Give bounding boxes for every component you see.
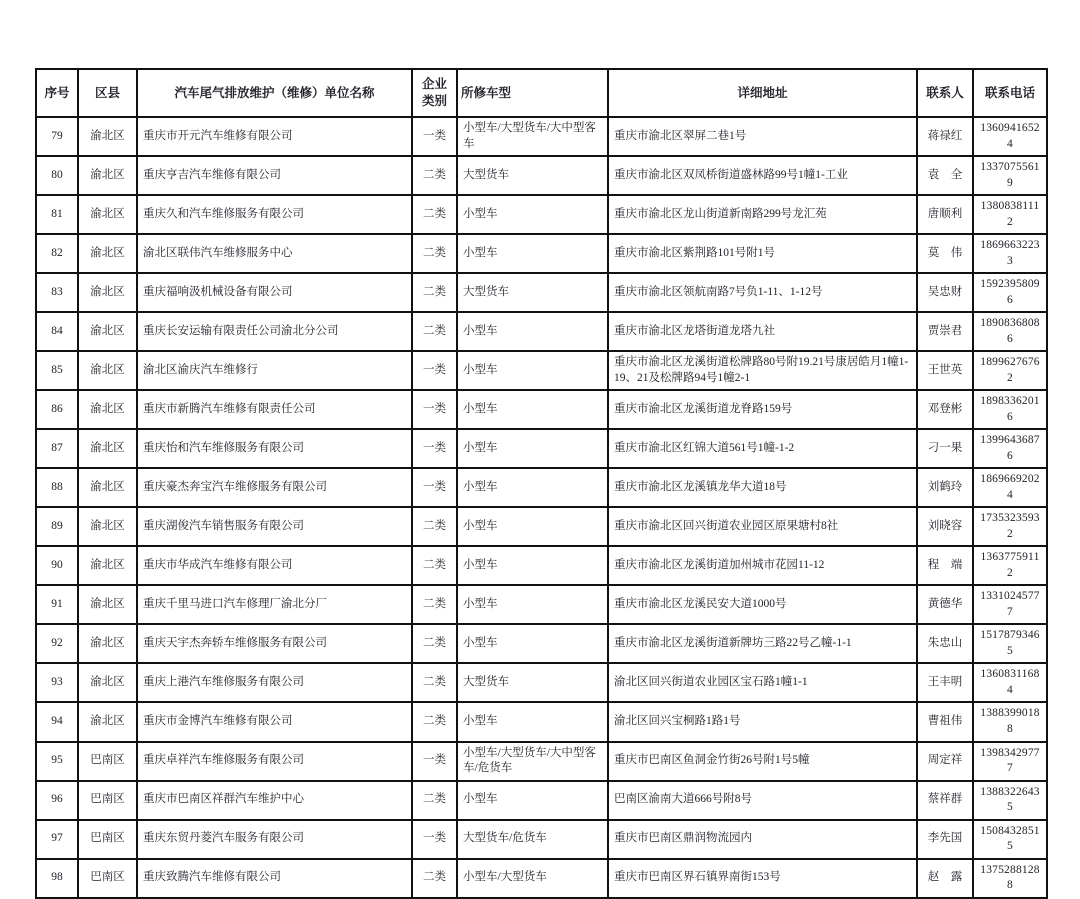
cell-index: 88 [36,468,78,507]
cell-index: 85 [36,351,78,390]
cell-vehicle_types: 小型车 [457,195,608,234]
cell-index: 80 [36,156,78,195]
table-row [36,859,1047,898]
table-row [36,234,1047,273]
cell-category: 二类 [412,859,457,898]
cell-address: 重庆市渝北区龙塔街道龙塔九社 [608,312,917,351]
cell-district: 渝北区 [78,624,137,663]
cell-company: 重庆千里马进口汽车修理厂渝北分厂 [137,585,412,624]
cell-company: 重庆福响汲机械设备有限公司 [137,273,412,312]
cell-contact: 贾崇君 [917,312,973,351]
cell-category: 二类 [412,585,457,624]
cell-address: 重庆市巴南区鱼洞金竹街26号附1号5幢 [608,742,917,781]
column-header-vehicle_types: 所修车型 [457,69,608,117]
cell-category: 一类 [412,820,457,859]
table-row [36,117,1047,156]
cell-company: 重庆湖俊汽车销售服务有限公司 [137,507,412,546]
cell-company: 重庆上港汽车维修服务有限公司 [137,663,412,702]
cell-address: 重庆市渝北区龙溪街道加州城市花园11-12 [608,546,917,585]
cell-vehicle_types: 小型车 [457,234,608,273]
cell-category: 一类 [412,117,457,156]
cell-phone: 13370755619 [973,156,1047,195]
cell-company: 重庆市金博汽车维修有限公司 [137,702,412,741]
cell-phone: 13883226435 [973,781,1047,820]
cell-index: 86 [36,390,78,429]
cell-company: 重庆豪杰奔宝汽车维修服务有限公司 [137,468,412,507]
cell-address: 重庆市渝北区翠屏二巷1号 [608,117,917,156]
cell-category: 二类 [412,663,457,702]
cell-phone: 13752881288 [973,859,1047,898]
cell-contact: 王世英 [917,351,973,390]
cell-index: 95 [36,742,78,781]
cell-vehicle_types: 小型车/大型货车/大中型客车 [457,117,608,156]
cell-address: 重庆市渝北区红锦大道561号1幢-1-2 [608,429,917,468]
cell-vehicle_types: 小型车 [457,624,608,663]
cell-index: 97 [36,820,78,859]
cell-district: 渝北区 [78,312,137,351]
cell-address: 渝北区回兴街道农业园区宝石路1幢1-1 [608,663,917,702]
cell-address: 重庆市渝北区龙溪镇龙华大道18号 [608,468,917,507]
cell-vehicle_types: 小型车 [457,585,608,624]
cell-contact: 刁一果 [917,429,973,468]
cell-company: 重庆怡和汽车维修服务有限公司 [137,429,412,468]
column-header-phone: 联系电话 [973,69,1047,117]
cell-index: 92 [36,624,78,663]
cell-category: 二类 [412,312,457,351]
cell-contact: 程 端 [917,546,973,585]
table-row [36,390,1047,429]
cell-vehicle_types: 大型货车 [457,663,608,702]
table-row [36,429,1047,468]
cell-district: 渝北区 [78,351,137,390]
cell-contact: 曹祖伟 [917,702,973,741]
cell-contact: 邓登彬 [917,390,973,429]
cell-phone: 15923958096 [973,273,1047,312]
cell-address: 重庆市渝北区龙溪街道新牌坊三路22号乙幢-1-1 [608,624,917,663]
cell-index: 94 [36,702,78,741]
cell-contact: 唐顺利 [917,195,973,234]
cell-phone: 13609416524 [973,117,1047,156]
cell-company: 重庆卓祥汽车维修服务有限公司 [137,742,412,781]
cell-contact: 朱忠山 [917,624,973,663]
cell-contact: 黄德华 [917,585,973,624]
table-row [36,781,1047,820]
cell-address: 重庆市巴南区鼎润物流园内 [608,820,917,859]
table-row [36,624,1047,663]
cell-address: 重庆市渝北区龙山街道新南路299号龙汇苑 [608,195,917,234]
cell-index: 84 [36,312,78,351]
cell-index: 91 [36,585,78,624]
repair-units-table [35,68,1048,899]
cell-contact: 王丰明 [917,663,973,702]
table-header [36,69,1047,117]
cell-district: 渝北区 [78,429,137,468]
cell-district: 渝北区 [78,195,137,234]
cell-phone: 13808381112 [973,195,1047,234]
cell-vehicle_types: 小型车/大型货车/大中型客车/危货车 [457,742,608,781]
header-row [36,69,1047,117]
table-row [36,546,1047,585]
cell-category: 二类 [412,273,457,312]
column-header-contact: 联系人 [917,69,973,117]
table-row [36,195,1047,234]
column-header-company: 汽车尾气排放维护（维修）单位名称 [137,69,412,117]
cell-district: 渝北区 [78,156,137,195]
cell-phone: 18983362016 [973,390,1047,429]
cell-vehicle_types: 大型货车 [457,273,608,312]
cell-phone: 18996276762 [973,351,1047,390]
cell-phone: 18696692024 [973,468,1047,507]
cell-vehicle_types: 大型货车 [457,156,608,195]
cell-contact: 刘晓容 [917,507,973,546]
cell-district: 渝北区 [78,585,137,624]
cell-index: 79 [36,117,78,156]
column-header-address: 详细地址 [608,69,917,117]
cell-district: 渝北区 [78,663,137,702]
cell-company: 重庆致腾汽车维修有限公司 [137,859,412,898]
cell-index: 93 [36,663,78,702]
cell-category: 一类 [412,390,457,429]
cell-phone: 13310245777 [973,585,1047,624]
cell-contact: 莫 伟 [917,234,973,273]
cell-vehicle_types: 小型车 [457,702,608,741]
cell-index: 90 [36,546,78,585]
cell-phone: 15084328515 [973,820,1047,859]
cell-district: 渝北区 [78,117,137,156]
table-row [36,585,1047,624]
cell-contact: 蒋禄红 [917,117,973,156]
cell-district: 渝北区 [78,390,137,429]
cell-category: 二类 [412,195,457,234]
cell-vehicle_types: 大型货车/危货车 [457,820,608,859]
cell-district: 巴南区 [78,859,137,898]
cell-phone: 17353235932 [973,507,1047,546]
table-row [36,312,1047,351]
cell-vehicle_types: 小型车 [457,468,608,507]
cell-phone: 15178793465 [973,624,1047,663]
cell-district: 渝北区 [78,546,137,585]
cell-index: 98 [36,859,78,898]
cell-address: 重庆市渝北区龙溪街道龙脊路159号 [608,390,917,429]
cell-district: 渝北区 [78,273,137,312]
cell-address: 巴南区渝南大道666号附8号 [608,781,917,820]
cell-contact: 袁 全 [917,156,973,195]
table-row [36,663,1047,702]
cell-company: 渝北区联伟汽车维修服务中心 [137,234,412,273]
cell-address: 渝北区回兴宝桐路1路1号 [608,702,917,741]
table-row [36,351,1047,390]
cell-category: 二类 [412,234,457,273]
cell-category: 二类 [412,624,457,663]
cell-phone: 13637759112 [973,546,1047,585]
cell-contact: 吴忠财 [917,273,973,312]
cell-category: 二类 [412,546,457,585]
cell-district: 渝北区 [78,468,137,507]
column-header-index: 序号 [36,69,78,117]
cell-vehicle_types: 小型车 [457,429,608,468]
table-row [36,156,1047,195]
cell-address: 重庆市渝北区双凤桥街道盛林路99号1幢1-工业 [608,156,917,195]
table-row [36,273,1047,312]
cell-index: 87 [36,429,78,468]
cell-district: 渝北区 [78,702,137,741]
cell-index: 89 [36,507,78,546]
table-row [36,702,1047,741]
cell-company: 重庆市华成汽车维修有限公司 [137,546,412,585]
cell-phone: 13608311684 [973,663,1047,702]
cell-category: 二类 [412,702,457,741]
cell-category: 一类 [412,351,457,390]
cell-phone: 18696632233 [973,234,1047,273]
table-row [36,820,1047,859]
cell-company: 重庆长安运输有限责任公司渝北分公司 [137,312,412,351]
cell-index: 83 [36,273,78,312]
cell-index: 81 [36,195,78,234]
cell-vehicle_types: 小型车 [457,507,608,546]
cell-address: 重庆市巴南区界石镇界南街153号 [608,859,917,898]
cell-index: 82 [36,234,78,273]
cell-contact: 蔡祥群 [917,781,973,820]
cell-phone: 13983429777 [973,742,1047,781]
cell-phone: 18908368086 [973,312,1047,351]
cell-contact: 李先国 [917,820,973,859]
cell-district: 巴南区 [78,781,137,820]
cell-category: 二类 [412,781,457,820]
cell-category: 二类 [412,507,457,546]
cell-company: 重庆市新腾汽车维修有限责任公司 [137,390,412,429]
cell-vehicle_types: 小型车 [457,312,608,351]
cell-index: 96 [36,781,78,820]
table-row [36,742,1047,781]
cell-vehicle_types: 小型车/大型货车 [457,859,608,898]
cell-district: 渝北区 [78,234,137,273]
cell-district: 巴南区 [78,742,137,781]
cell-vehicle_types: 小型车 [457,351,608,390]
cell-company: 重庆久和汽车维修服务有限公司 [137,195,412,234]
cell-company: 渝北区渝庆汽车维修行 [137,351,412,390]
cell-vehicle_types: 小型车 [457,390,608,429]
cell-address: 重庆市渝北区龙溪街道松牌路80号附19.21号康居皓月1幢1-19、21及松牌路94号1幢2-1 [608,351,917,390]
column-header-district: 区县 [78,69,137,117]
table-row [36,507,1047,546]
cell-address: 重庆市渝北区龙溪民安大道1000号 [608,585,917,624]
column-header-category: 企业类别 [412,69,457,117]
cell-address: 重庆市渝北区领航南路7号负1-11、1-12号 [608,273,917,312]
table-row [36,468,1047,507]
cell-category: 一类 [412,429,457,468]
cell-company: 重庆市开元汽车维修有限公司 [137,117,412,156]
cell-district: 渝北区 [78,507,137,546]
cell-category: 二类 [412,156,457,195]
cell-category: 一类 [412,742,457,781]
cell-contact: 赵 露 [917,859,973,898]
cell-company: 重庆亨吉汽车维修有限公司 [137,156,412,195]
cell-vehicle_types: 小型车 [457,781,608,820]
cell-company: 重庆市巴南区祥群汽车维护中心 [137,781,412,820]
cell-category: 一类 [412,468,457,507]
cell-phone: 13996436876 [973,429,1047,468]
cell-contact: 周定祥 [917,742,973,781]
cell-address: 重庆市渝北区紫荆路101号附1号 [608,234,917,273]
cell-vehicle_types: 小型车 [457,546,608,585]
cell-district: 巴南区 [78,820,137,859]
table-body [36,117,1047,898]
cell-company: 重庆东贸丹菱汽车服务有限公司 [137,820,412,859]
cell-phone: 13883990188 [973,702,1047,741]
cell-company: 重庆天宇杰奔轿车维修服务有限公司 [137,624,412,663]
cell-address: 重庆市渝北区回兴街道农业园区原果塘村8社 [608,507,917,546]
cell-contact: 刘鹤玲 [917,468,973,507]
